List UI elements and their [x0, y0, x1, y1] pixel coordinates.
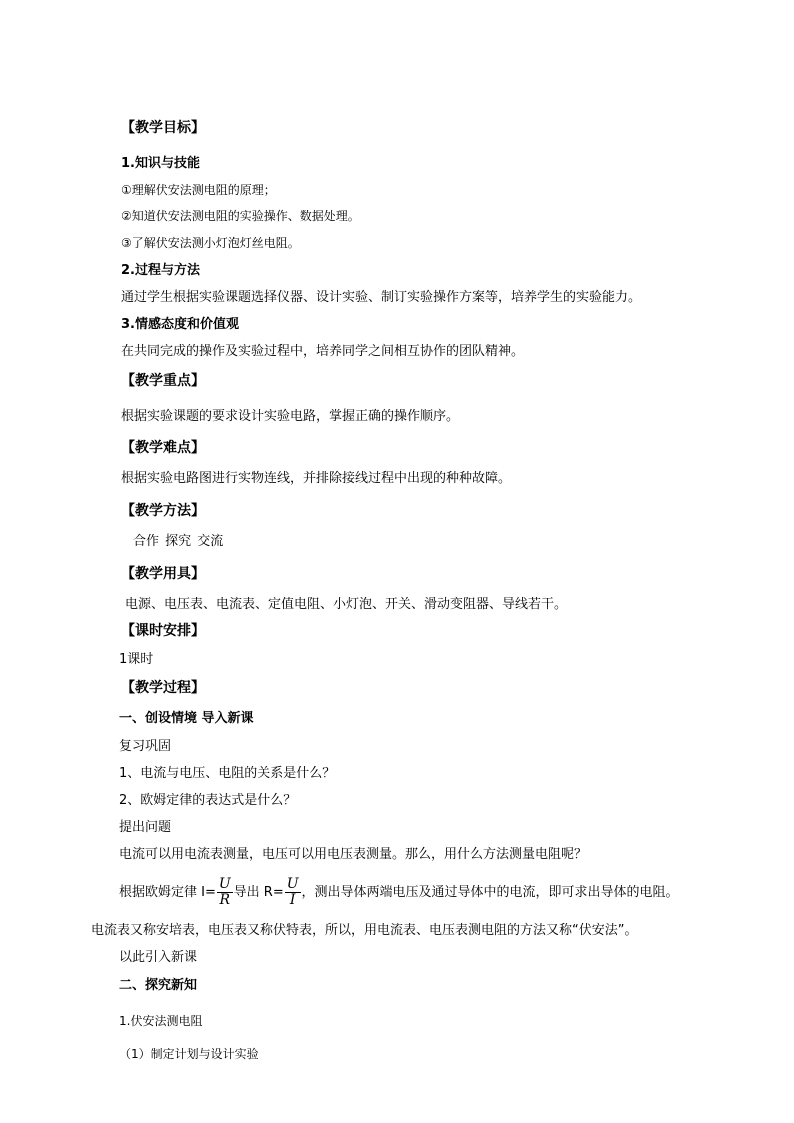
goal1-item-2: ②知道伏安法测电阻的实验操作、数据处理。 — [121, 209, 360, 223]
part2-heading: 二、探究新知 — [119, 978, 198, 993]
part2-item: （1）制定计划与设计实验 — [119, 1047, 259, 1061]
goal1-heading: 1.知识与技能 — [121, 156, 200, 171]
ohm-formula-line — [119, 872, 679, 914]
formula-fraction-u-over-i — [285, 877, 301, 908]
method-text: 合作 探究 交流 — [133, 534, 224, 549]
lead-in-text: 以此引入新课 — [119, 950, 198, 965]
part1-heading: 一、创设情境 导入新课 — [119, 711, 254, 726]
key-heading: 【教学重点】 — [121, 373, 205, 389]
goal3-text: 在共同完成的操作及实验过程中，培养同学之间相互协作的团队精神。 — [121, 344, 525, 359]
method-heading: 【教学方法】 — [121, 503, 205, 519]
key-text: 根据实验课题的要求设计实验电路，掌握正确的操作顺序。 — [121, 409, 460, 424]
ammeter-text: 电流表又称安培表，电压表又称伏特表，所以，用电流表、电压表测电阻的方法又称“伏安法”。 — [91, 923, 638, 938]
review-label: 复习巩固 — [119, 739, 172, 754]
fraction-denominator: R — [219, 892, 231, 908]
schedule-text: 1课时 — [119, 652, 154, 667]
fraction-denominator: I — [289, 892, 296, 908]
formula-fraction-u-over-r — [217, 877, 233, 908]
fraction-numerator: U — [218, 876, 231, 892]
formula-suffix: ，测出导体两端电压及通过导体中的电流，即可求出导体的电阻。 — [301, 885, 679, 900]
schedule-heading: 【课时安排】 — [121, 623, 205, 639]
goal2-text: 通过学生根据实验课题选择仪器、设计实验、制订实验操作方案等，培养学生的实验能力。 — [121, 290, 642, 305]
difficult-heading: 【教学难点】 — [121, 440, 205, 456]
goal2-heading: 2.过程与方法 — [121, 263, 200, 278]
goal3-heading: 3.情感态度和价值观 — [121, 317, 239, 332]
process-heading: 【教学过程】 — [121, 680, 205, 696]
goal1-item-3: ③了解伏安法测小灯泡灯丝电阻。 — [121, 236, 300, 250]
difficult-text: 根据实验电路图进行实物连线，并排除接线过程中出现的种种故障。 — [121, 471, 512, 486]
tools-heading: 【教学用具】 — [121, 566, 205, 582]
formula-middle: 导出 R= — [233, 885, 284, 900]
formula-prefix: 根据欧姆定律 I= — [119, 885, 216, 900]
fraction-numerator: U — [286, 876, 299, 892]
goals-heading: 【教学目标】 — [121, 120, 205, 136]
question-label: 提出问题 — [119, 820, 172, 835]
tools-text: 电源、电压表、电流表、定值电阻、小灯泡、开关、滑动变阻器、导线若干。 — [125, 597, 568, 612]
goal1-item-1: ①理解伏安法测电阻的原理； — [121, 183, 276, 197]
review-question-1: 1、电流与电压、电阻的关系是什么？ — [119, 766, 336, 781]
review-question-2: 2、欧姆定律的表达式是什么？ — [119, 793, 297, 808]
part2-subheading: 1.伏安法测电阻 — [119, 1014, 203, 1028]
question-text: 电流可以用电流表测量，电压可以用电压表测量。那么，用什么方法测量电阻呢？ — [119, 847, 588, 862]
